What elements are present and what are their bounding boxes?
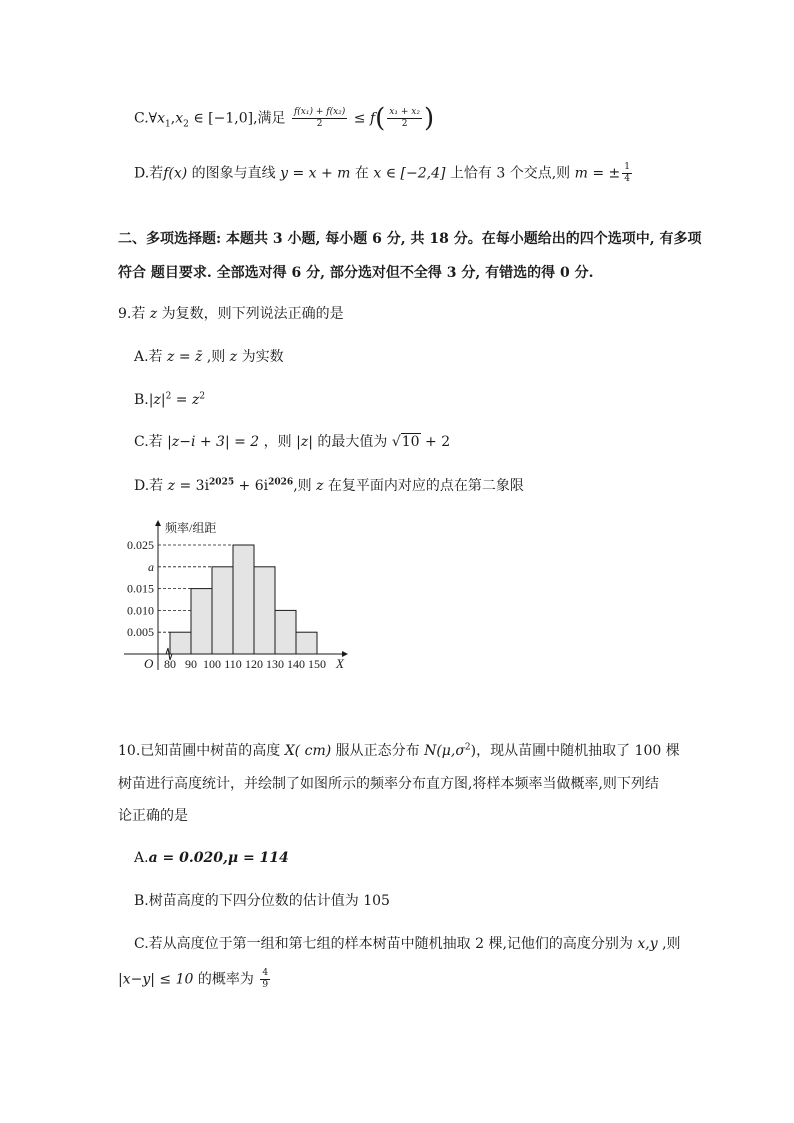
text: 服从正态分布 [331,743,425,759]
numerator: x₁ + x₂ [389,107,420,117]
fraction [387,107,422,130]
q9-option-d [134,476,524,496]
text: 在复平面内对应的点在第二象限 [323,478,524,494]
denominator: 2 [316,119,323,129]
text: ,则 [657,936,681,952]
text: 为实数 [237,349,284,365]
text: 10.已知苗圃中树苗的高度 [118,743,285,759]
x-axis-label: X [336,656,344,671]
sqrt-symbol: √10 [391,434,420,450]
q9-option-c [134,432,450,452]
x-tick-label: 80 [164,657,176,671]
text: 为复数，则下列说法正确的是 [157,306,344,322]
inequality: |x−y| ≤ 10 [118,971,194,988]
q9-option-b [134,390,205,410]
x-tick-label: 100 [203,657,221,671]
text: ,则 [293,478,317,494]
domain: x ∈ [−2,4] [373,165,446,182]
section-2-header-line1: 二、多项选择题: 本题共 3 小题, 每小题 6 分, 共 18 分。在每小题给出的四个选项中, 有多项 [118,231,702,247]
text: 的图象与直线 [187,165,281,182]
leq-symbol: ≤ [353,110,366,127]
y-tick-label: 0.010 [127,603,154,618]
y-axis-label: 频率/组距 [165,521,217,535]
section-2-header-line2: 符合 题目要求. 全部选对得 6 分, 部分选对但不全得 3 分, 有错选的得 0 分. [118,265,594,281]
option-label: A. [134,850,149,866]
question-10-line3: 论正确的是 [118,808,188,824]
histogram-bar [212,567,233,654]
exponent: 2026 [268,477,294,488]
q10-option-c-line1 [134,934,681,954]
x-tick-label: 130 [266,657,284,671]
numerator: 4 [262,968,269,978]
radicand: 10 [401,434,420,450]
exponent: 2 [464,742,471,753]
option-label: C.∀ [134,110,158,127]
text: 上恰有 3 个交点,则 [445,165,575,182]
fraction [622,162,632,185]
q9-option-a [134,347,284,367]
equation: |z−i + 3| = 2 [167,434,260,450]
abs-z: |z| [148,392,166,408]
text: C.若从高度位于第一组和第七组的样本树苗中随机抽取 2 棵,记他们的高度分别为 [134,936,638,952]
text: ,满足 [253,110,286,127]
y-tick-label: 0.025 [127,538,154,552]
paren: ( [375,103,386,134]
var-x: X( cm) [284,743,332,759]
equation: z = z̄ [167,349,203,365]
denominator: 4 [624,174,630,184]
histogram-bar [170,632,191,654]
question-10-line2: 树苗进行高度统计，并绘制了如图所示的频率分布直方图,将样本频率当做概率,则下列结 [118,776,659,792]
option-d-intersection [134,162,634,185]
var-x: x [175,110,184,127]
text: 的最大值为 [312,434,392,450]
question-9-stem [118,304,344,324]
q10-option-a [134,848,289,868]
origin-label: O [144,656,154,671]
option-c-inequality [134,103,435,134]
abs-z: |z| [296,434,313,450]
q10-option-b: B.树苗高度的下四分位数的估计值为 105 [134,893,390,909]
func-fx: f(x) [163,165,188,182]
equals: = [171,392,192,408]
var-z: z [149,306,158,322]
text: = 3i [175,478,210,494]
denominator: 2 [401,119,408,129]
option-label: D.若 [134,478,168,494]
text: ,则 [202,349,230,365]
y-tick-label: a [148,559,154,574]
normal-dist: N(μ,σ [424,743,465,759]
y-tick-label: 0.005 [127,625,154,640]
func-f: f [369,110,376,127]
text: + 2 [420,434,451,450]
paren: ) [423,103,435,134]
subscript: 2 [183,119,189,130]
fraction [260,968,270,991]
text: 在 [350,165,374,182]
vars-xy: x,y [637,936,658,952]
var-z: z [167,478,176,494]
frequency-histogram [118,518,358,678]
var-z: z [316,478,324,494]
equation: a = 0.020,μ = 114 [148,850,289,866]
option-label: D.若 [134,165,164,182]
text: )，现从苗圃中随机抽取了 100 棵 [470,743,680,759]
denominator: 9 [262,980,269,990]
y-axis-arrow [155,520,161,526]
option-label: B. [134,392,149,408]
y-tick-label: 0.015 [127,581,154,596]
histogram-bar [233,545,254,654]
exponent: 2 [165,391,172,402]
text: 的概率为 [193,971,259,988]
numerator: 1 [624,162,630,172]
histogram-bar [296,632,317,654]
histogram-bar [191,589,212,654]
x-tick-label: 110 [224,657,242,671]
histogram-bar [275,610,296,654]
x-tick-label: 150 [308,657,326,671]
q10-option-c-line2 [118,968,272,991]
x-tick-label: 120 [245,657,263,671]
histogram-bar [254,567,275,654]
x-tick-label: 90 [185,657,197,671]
var-x: x [157,110,166,127]
var-z: z [229,349,238,365]
subscript: 1 [165,119,171,130]
numerator: f(x₁) + f(x₂) [293,107,346,117]
comma: , [170,110,176,127]
x-tick-label: 140 [287,657,305,671]
exponent: 2025 [209,477,235,488]
var-z: z [191,392,200,408]
line-equation: y = x + m [280,165,351,182]
option-label: C.若 [134,434,168,450]
fraction [292,107,347,130]
text: + 6i [234,478,269,494]
in-symbol: ∈ [193,110,204,127]
text: ，则 [259,434,297,450]
exponent: 2 [199,391,206,402]
m-equation: m = ± [574,165,621,182]
question-10-line1 [118,741,680,761]
interval: [−1,0] [208,110,254,127]
option-label: A.若 [134,349,168,365]
text: 9.若 [118,306,150,322]
